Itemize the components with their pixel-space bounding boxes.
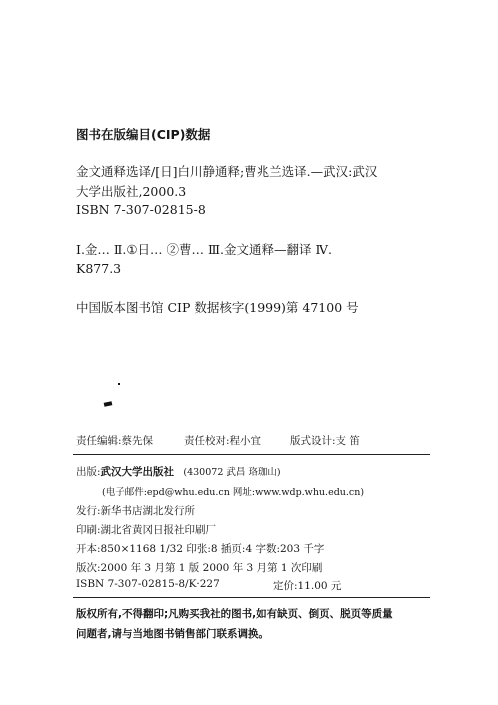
cip-line-2: 大学出版社,2000.3: [76, 184, 187, 199]
cip-heading: 图书在版编目(CIP)数据: [76, 127, 211, 142]
cip-verification: 中国版本图书馆 CIP 数据核字(1999)第 47100 号: [76, 300, 359, 315]
publisher-contact: (电子邮件:epd@whu.edu.cn 网址:www.wdp.whu.edu.cn): [102, 487, 365, 498]
designer-credit: 版式设计:支 笛: [290, 435, 360, 447]
publisher-line: [76, 464, 281, 479]
publisher-label: 出版:: [76, 466, 101, 478]
editor-credit: 责任编辑:蔡先保: [76, 435, 154, 447]
cip-classification: K877.3: [76, 261, 122, 276]
cip-line-1: 金文通释选译/[日]白川静通释;曹兆兰选译.—武汉:武汉: [76, 164, 378, 179]
edition-line: 版次:2000 年 3 月第 1 版 2000 年 3 月第 1 次印刷: [76, 562, 323, 574]
cip-isbn: ISBN 7-307-02815-8: [76, 202, 206, 217]
divider-bottom: [73, 597, 430, 598]
cip-subjects: Ⅰ.金… Ⅱ.①日… ②曹… Ⅲ.金文通释—翻译 Ⅳ.: [76, 242, 332, 257]
scan-speck: [104, 401, 113, 407]
proofreader-credit: 责任校对:程小宜: [184, 435, 262, 447]
publisher-address: (430072 武昌 珞珈山): [183, 467, 281, 478]
printing-line: 印刷:湖北省黄冈日报社印刷厂: [76, 524, 217, 536]
distribution-line: 发行:新华书店湖北发行所: [76, 505, 196, 517]
copyright-notice-line-1: 版权所有,不得翻印;凡购买我社的图书,如有缺页、倒页、脱页等质量: [76, 608, 393, 620]
price: 定价:11.00 元: [273, 580, 342, 592]
scan-speck: [118, 383, 120, 385]
isbn-line: ISBN 7-307-02815-8/K·227: [76, 578, 220, 590]
publisher-name: 武汉大学出版社: [100, 466, 175, 478]
copyright-notice-line-2: 问题者,请与当地图书销售部门联系调换。: [76, 628, 269, 640]
divider-top: [73, 454, 430, 455]
format-line: 开本:850×1168 1/32 印张:8 插页:4 字数:203 千字: [76, 543, 325, 555]
